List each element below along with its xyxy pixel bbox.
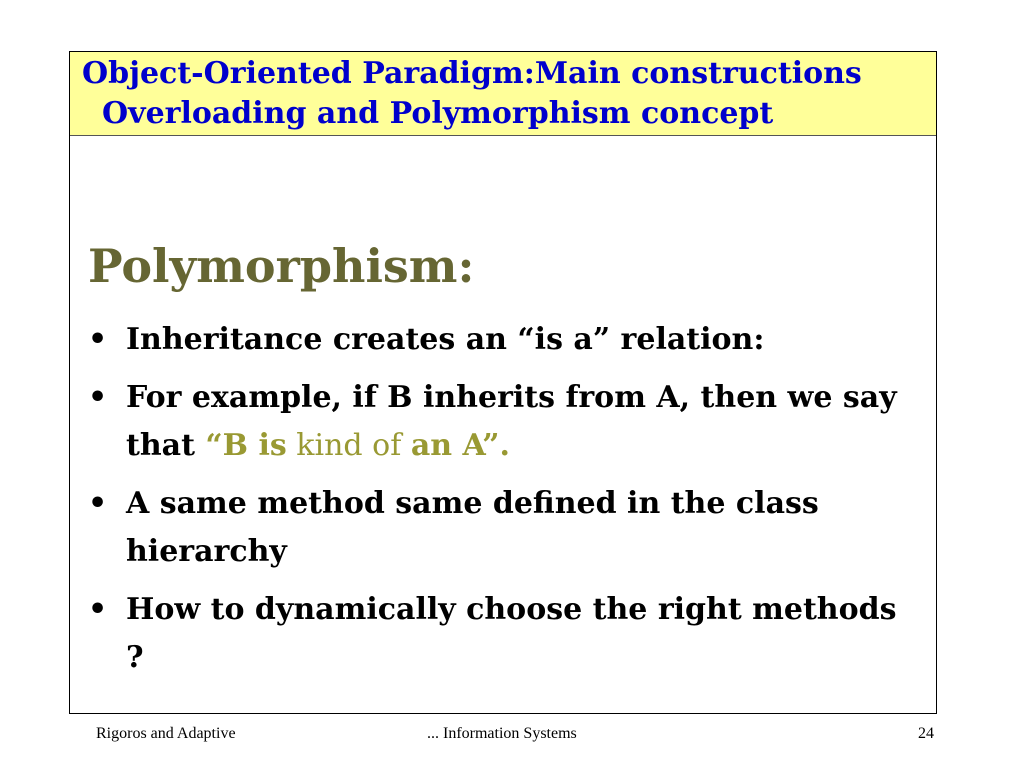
slide-title-line-2: Overloading and Polymorphism concept [102,96,774,131]
bullet-text: A same method same defined in the class hierarchy [126,486,819,569]
page-number: 24 [918,725,934,742]
bullet-item [88,586,918,682]
bullet-item [88,374,918,470]
bullet-item [88,316,918,364]
bullet-icon: • [88,322,108,357]
slide-title-banner [70,52,936,136]
bullet-text: How to dynamically choose the right methods ? [126,592,897,675]
highlight-kind-of: kind of [286,428,411,463]
bullet-list [88,316,918,692]
highlight-an-a: an A”. [410,428,510,463]
bullet-item [88,480,918,576]
bullet-icon: • [88,380,108,415]
highlight-b-is: “B is [205,428,287,463]
footer-left-text: Rigoros and Adaptive [96,725,236,742]
slide-title-line-1: Object-Oriented Paradigm:Main constructions [82,56,862,91]
bullet-text: For example, if B inherits from A, then we say that [126,380,897,463]
bullet-text: Inheritance creates an “is a” relation: [126,322,765,357]
bullet-icon: • [88,592,108,627]
bullet-icon: • [88,486,108,521]
footer-center-text: ... Information Systems [427,725,577,742]
section-heading: Polymorphism: [88,239,475,293]
